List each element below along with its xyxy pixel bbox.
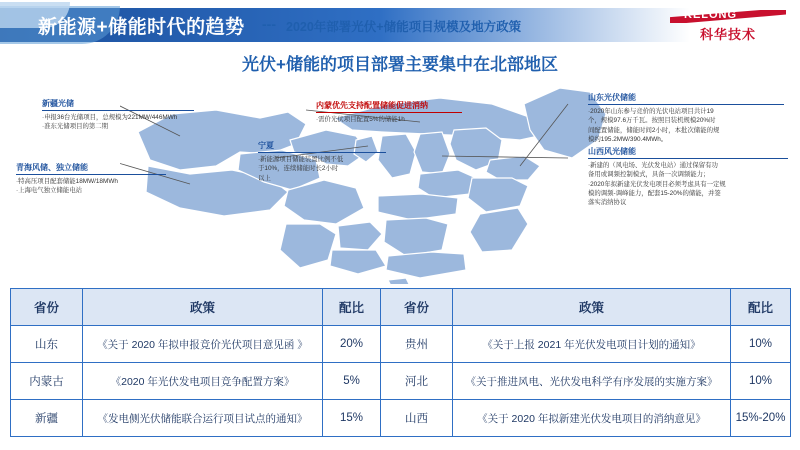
region-yunnan [280,224,336,268]
col-ratio-left: 配比 [323,289,381,326]
region-shandong [486,156,540,180]
col-province-right: 省份 [381,289,453,326]
col-policy-right: 政策 [453,289,731,326]
callout-ningxia [258,140,386,183]
col-province-left: 省份 [11,289,83,326]
callout-ningxia-rule [258,152,386,153]
callout-shandong-line-4: 模约195.2MW/390.4MWh。 [588,135,668,143]
cell-ratio: 15% [323,400,381,437]
logo-text-cn: 科华技术 [700,27,757,42]
cell-province: 山西 [381,400,453,437]
region-shanxi-prov [414,132,450,174]
cell-province: 山东 [11,326,83,363]
callout-shanxi [588,146,788,207]
cell-policy: 《关于 2020 年拟新建光伏发电项目的消纳意见》 [453,400,731,437]
table-row [11,400,791,437]
region-henan [418,170,476,198]
callout-qinghai-line-1: ·特高压项目配套储能18MW/18MWh [16,178,118,185]
region-zhejiang-fujian [470,208,528,252]
cell-ratio: 10% [731,363,791,400]
callout-ningxia-title: 宁夏 [258,141,274,150]
callout-xinjiang-line-1: ·申报36台光储项目，总规模为221MW/446MWh [42,114,178,121]
callout-inner-mongolia-line-1: ·需价光伏项目配置5%的储能1h [316,116,405,123]
policy-table [10,288,791,437]
cell-province: 河北 [381,363,453,400]
cell-ratio: 15%-20% [731,400,791,437]
callout-qinghai [16,162,166,196]
table-header-row [11,289,791,326]
logo-text-en: KELONG [684,9,738,21]
table-row [11,326,791,363]
region-guizhou [338,222,382,250]
header-dash: --- [262,16,276,32]
cell-policy: 《2020 年光伏发电项目竞争配置方案》 [83,363,323,400]
callout-shandong [588,92,784,144]
cell-policy: 《关于 2020 年拟申报竞价光伏项目意见函 》 [83,326,323,363]
cell-policy: 《发电侧光伏储能联合运行项目试点的通知》 [83,400,323,437]
callout-shanxi-line-3: ·2020年拟新建光伏发电项目必须考虑具有一定规 [588,180,726,188]
callout-shandong-rule [588,104,784,105]
callout-ningxia-line-2: 于10%，连续储能时长2小时 [258,165,339,173]
callout-qinghai-title: 青海风储、独立储能 [16,163,88,172]
callout-shanxi-rule [588,158,788,159]
region-hubei [378,194,458,220]
callout-shandong-line-3: 间配置储能，储能时间2小时，本批次储能的规 [588,126,720,134]
col-ratio-right: 配比 [731,289,791,326]
callout-xinjiang-rule [42,110,194,111]
cell-policy: 《关于推进风电、光伏发电科学有序发展的实施方案》 [453,363,731,400]
map-section [0,78,800,284]
callout-shanxi-line-4: 模的调频-调峰能力，配套15-20%的储能，并签 [588,189,721,197]
region-guangdong [386,252,466,278]
callout-ningxia-line-3: 以上 [258,174,271,182]
col-policy-left: 政策 [83,289,323,326]
cell-ratio: 20% [323,326,381,363]
cell-province: 新疆 [11,400,83,437]
header-subtitle: 2020年部署光伏+储能项目规模及地方政策 [286,20,522,34]
kelong-logo [670,10,786,40]
region-anhui-jiangsu [468,178,528,212]
callout-inner-mongolia-rule [316,112,462,113]
callout-shandong-title: 山东光伏储能 [588,93,636,102]
region-hainan [388,278,410,284]
cell-policy: 《关于上报 2021 年光伏发电项目计划的通知》 [453,326,731,363]
cell-province: 贵州 [381,326,453,363]
map-section-title: 光伏+储能的项目部署主要集中在北部地区 [242,55,558,74]
callout-inner-mongolia-title: 内蒙优先支持配置储能促进消纳 [316,101,428,110]
callout-inner-mongolia [316,100,462,124]
callout-shanxi-line-2: 备用或调频控制模式，具备一次调频能力； [588,171,710,179]
callout-xinjiang-title: 新疆光储 [42,99,74,108]
callout-shanxi-line-5: 落实消纳协议 [588,199,627,207]
callout-ningxia-line-1: ·新能源项目储能装置比例不低 [258,156,344,163]
cell-ratio: 5% [323,363,381,400]
callout-xinjiang-line-2: ·准东光储项目的第二期 [42,123,109,131]
callout-qinghai-line-2: ·上海电气独立储能电站 [16,187,83,195]
callout-shandong-line-1: ·2020年山东参与竞价的光伏电站项目共计19 [588,108,714,115]
region-guangxi [330,250,386,274]
callout-shanxi-title: 山西风光储能 [588,147,636,156]
region-hunan-jiangxi [384,218,448,256]
callout-qinghai-rule [16,174,166,175]
page-header [0,0,800,48]
callout-shandong-line-2: 个，规模97.6万千瓦。按照目装机规模20%时 [588,117,716,125]
callout-shanxi-line-1: ·新建的（风电场、光伏发电站）通过保留有功 [588,162,718,169]
table-row [11,363,791,400]
callout-xinjiang [42,98,194,132]
page-title: 新能源+储能时代的趋势 [38,17,245,38]
cell-province: 内蒙古 [11,363,83,400]
cell-ratio: 10% [731,326,791,363]
